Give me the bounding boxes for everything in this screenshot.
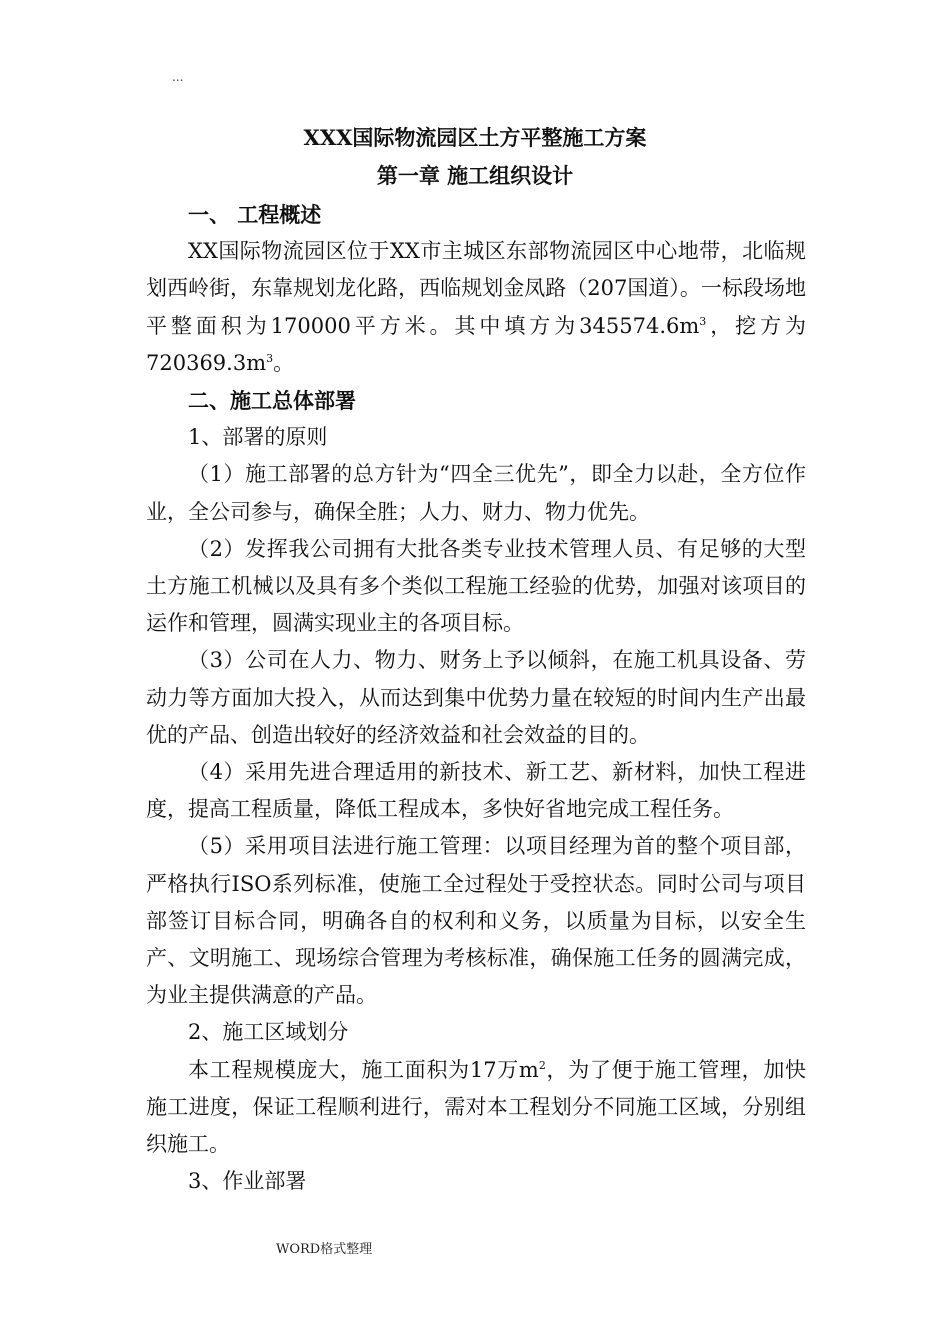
document-title	[0, 122, 950, 152]
header-mark: ...	[172, 70, 184, 84]
subheading-principles: 1、部署的原则	[188, 425, 328, 450]
section-heading-overview: 一、 工程概述	[188, 202, 322, 227]
overview-sup-1: 3	[699, 314, 707, 328]
area-text-a: 本工程规模庞大，施工面积为17万m	[188, 1057, 539, 1082]
subheading-area-division: 2、施工区域划分	[188, 1020, 349, 1045]
paragraph-item-4: （4）采用先进合理适用的新技术、新工艺、新材料，加快工程进度，提高工程质量，降低工程成本，多快好省地完成工程任务。	[146, 760, 806, 822]
chapter-heading: 第一章 施工组织设计	[376, 163, 574, 188]
paragraph-item-2: （2）发挥我公司拥有大批各类专业技术管理人员、有足够的大型土方施工机械以及具有多个类似工程施工经验的优势，加强对该项目的运作和管理，圆满实现业主的各项目标。	[146, 536, 806, 636]
area-text-b: ，为了便于施工管理，加快施工进度，保证工程顺利进行，需对本工程划分不同施工区域，分别组织施工。	[146, 1057, 807, 1157]
document-title-text: XXX国际物流园区土方平整施工方案	[303, 125, 647, 150]
document-body	[146, 196, 806, 1200]
paragraph-item-1: （1）施工部署的总方针为“四全三优先”，即全力以赴，全方位作业，全公司参与，确保全胜；人力、财力、物力优先。	[146, 462, 806, 524]
paragraph-item-3: （3）公司在人力、物力、财务上予以倾斜，在施工机具设备、劳动力等方面加大投入，从而达到集中优势力量在较短的时间内生产出最优的产品、创造出较好的经济效益和社会效益的目的。	[146, 648, 806, 747]
paragraph-item-5: （5）采用项目法进行施工管理：以项目经理为首的整个项目部，严格执行ISO系列标准，使施工全过程处于受控状态。同时公司与项目部签订目标合同，明确各自的权利和义务，以质量为目标，以安全生产、文明施工、现场综合管理为考核标准，确保施工任务的圆满完成，为业主提供满意的产品。	[146, 834, 806, 1008]
paragraph-overview	[146, 233, 806, 382]
overview-text-c: 。	[273, 350, 295, 375]
section-heading-deployment: 二、施工总体部署	[188, 388, 356, 414]
overview-text-b: ，挖方为720369.3m	[146, 313, 807, 375]
page-footer: WORD格式整理	[276, 1242, 373, 1257]
overview-sup-2: 3	[266, 351, 274, 365]
overview-text-a: XX国际物流园区位于XX市主城区东部物流园区中心地带，北临规划西岭街，东靠规划龙化路，西临规划金凤路（207国道）。一标段场地平整面积为170000平方米。其中填方为345574.6m	[146, 239, 806, 338]
paragraph-area-division	[146, 1052, 806, 1164]
area-sup: 2	[538, 1058, 546, 1072]
subheading-work-deployment: 3、作业部署	[188, 1169, 307, 1194]
